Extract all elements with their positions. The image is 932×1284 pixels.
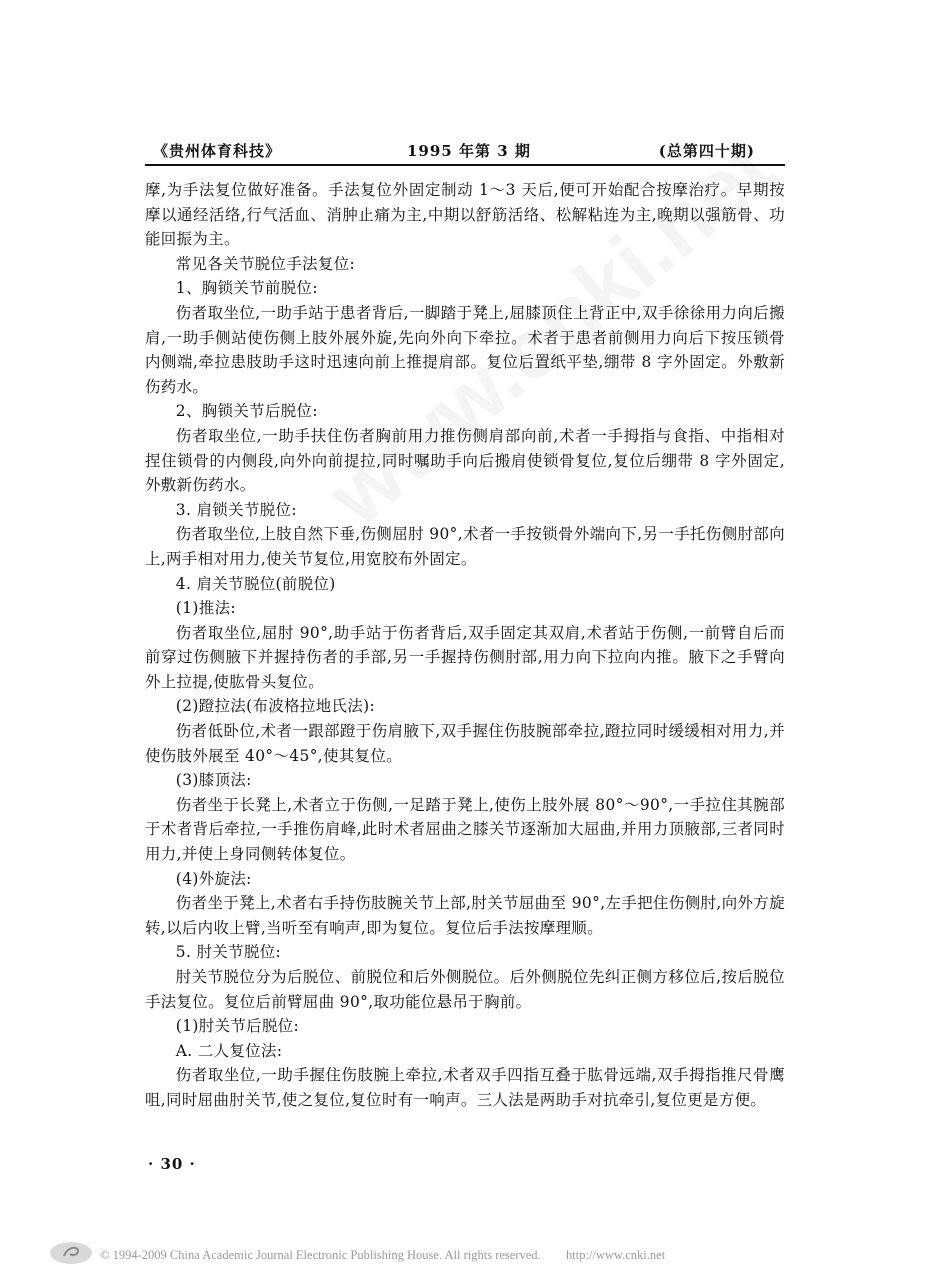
paragraph: 伤者取坐位,一助手站于患者背后,一脚踏于凳上,屈膝顶住上背正中,双手徐徐用力向后搬肩,一助手侧站使伤侧上肢外展外旋,先向外向下牵拉。术者于患者前侧用力向后下按压锁骨内侧端,牵拉患肢助手这时迅速向前上推提肩部。复位后置纸平垫,绷带 8 字外固定。外敷新伤药水。 (145, 303, 785, 396)
paragraph: 伤者坐于长凳上,术者立于伤侧,一足踏于凳上,使伤上肢外展 80°～90°,一手拉住其腕部于术者背后牵拉,一手推伤肩峰,此时术者屈曲之膝关节逐渐加大屈曲,并用力顶腋部,三者同时用力,并使上身同侧转体复位。 (145, 795, 785, 864)
subsection-heading: (4)外旋法: (175, 869, 252, 888)
article-body (145, 178, 785, 1113)
paragraph: 伤者取坐位,屈肘 90°,助手站于伤者背后,双手固定其双肩,术者站于伤侧,一前臂自后而前穿过伤侧腋下并握持伤者的手部,另一手握持伤侧肘部,用力向下拉向内推。腋下之手臂向外上拉提,使肱骨头复位。 (145, 623, 785, 691)
section-heading: 常见各关节脱位手法复位: (175, 254, 356, 273)
journal-name: 《贵州体育科技》 (153, 142, 282, 160)
publisher-logo-icon (48, 1240, 94, 1266)
paragraph: 伤者坐于凳上,术者右手持伤肢腕关节上部,肘关节屈曲至 90°,左手把住伤侧肘,向外方旋转,以后内收上臂,当听至有响声,即为复位。复位后手法按摩理顺。 (145, 894, 785, 937)
footer (40, 1238, 900, 1274)
paragraph: 伤者取坐位,一助手握住伤肢腕上牵拉,术者双手四指互叠于肱骨远端,双手拇指推尺骨鹰咀,同时屈曲肘关节,使之复位,复位时有一响声。三人法是两助手对抗牵引,复位更是方便。 (145, 1066, 785, 1109)
section-heading: 1、胸锁关节前脱位: (175, 279, 318, 298)
issue-number: 1995 年第 3 期 (407, 142, 531, 160)
section-heading: 3. 肩锁关节脱位: (175, 500, 297, 519)
copyright-notice: © 1994-2009 China Academic Journal Electronic Publishing House. All rights reserved. (100, 1248, 541, 1262)
section-heading: 5. 肘关节脱位: (175, 943, 282, 962)
paragraph: 摩,为手法复位做好准备。手法复位外固定制动 1～3 天后,便可开始配合按摩治疗。早期按摩以通经活络,行气活血、消肿止痛为主,中期以舒筋活络、松解粘连为主,晚期以强筋骨、功能回振为主。 (145, 181, 785, 249)
subsection-heading: A. 二人复位法: (175, 1041, 283, 1060)
paragraph: 肘关节脱位分为后脱位、前脱位和后外侧脱位。后外侧脱位先纠正侧方移位后,按后脱位手法复位。复位后前臂屈曲 90°,取功能位悬吊于胸前。 (145, 968, 785, 1011)
paragraph: 伤者取坐位,一助手扶住伤者胸前用力推伤侧肩部向前,术者一手拇指与食指、中指相对捏住锁骨的内侧段,向外向前提拉,同时嘱助手向后搬肩使锁骨复位,复位后绷带 8 字外固定,外敷新伤药水。 (145, 426, 785, 495)
section-heading: 4. 肩关节脱位(前脱位) (175, 574, 336, 593)
paragraph: 伤者低卧位,术者一跟部蹬于伤肩腋下,双手握住伤肢腕部牵拉,蹬拉同时缓缓相对用力,并使伤肢外展至 40°～45°,使其复位。 (145, 722, 785, 765)
volume-number: (总第四十期) (658, 142, 755, 160)
paragraph: 伤者取坐位,上肢自然下垂,伤侧屈肘 90°,术者一手按锁骨外端向下,另一手托伤侧肘部向上,两手相对用力,使关节复位,用宽胶布外固定。 (145, 525, 785, 568)
subsection-heading: (2)蹬拉法(布波格拉地氏法): (175, 697, 376, 716)
running-header (145, 136, 785, 162)
header-rule (145, 164, 785, 166)
subsection-heading: (1)肘关节后脱位: (175, 1017, 300, 1036)
subsection-heading: (3)膝顶法: (175, 771, 252, 790)
source-url: http://www.cnki.net (566, 1248, 666, 1262)
subsection-heading: (1)推法: (175, 599, 236, 618)
page-number: · 30 · (148, 1155, 196, 1173)
section-heading: 2、胸锁关节后脱位: (175, 402, 318, 421)
